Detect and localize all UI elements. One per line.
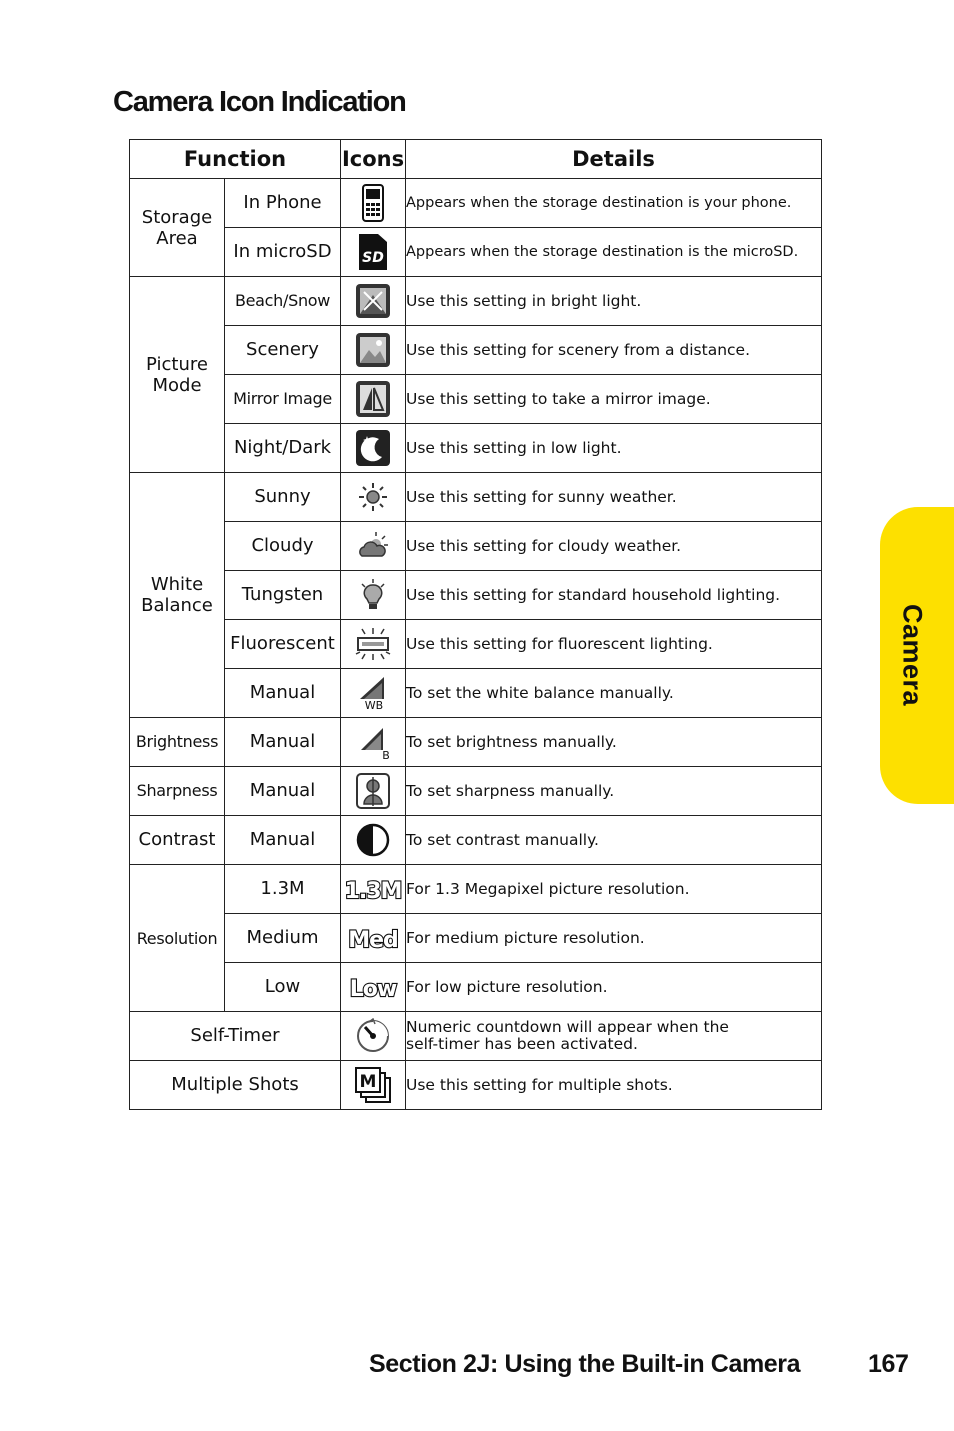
row-label: Medium [225,914,341,963]
table-row [130,326,822,375]
white-balance-label: White Balance [130,473,225,718]
row-label: Manual [225,669,341,718]
row-label: Sunny [225,473,341,522]
svg-text:M: M [359,1072,377,1092]
row-detail: For 1.3 Megapixel picture resolution. [406,865,822,914]
phone-storage-icon [360,184,386,222]
table-row [130,228,822,277]
row-detail: Use this setting in low light. [406,424,822,473]
svg-text:B: B [382,749,390,760]
svg-text:SD: SD [362,250,384,266]
table-row [130,816,822,865]
side-tab-label: Camera [897,603,928,707]
row-detail: Use this setting in bright light. [406,277,822,326]
table-row [130,473,822,522]
footer-section-title: Section 2J: Using the Built-in Camera [369,1350,801,1378]
cloud-icon [356,530,390,562]
scenery-icon [355,332,391,368]
row-label: Manual [225,816,341,865]
row-label: Mirror Image [225,375,341,424]
row-detail: Appears when the storage destination is your phone. [406,179,822,228]
row-detail: Appears when the storage destination is the microSD. [406,228,822,277]
row-detail: To set the white balance manually. [406,669,822,718]
table-row [130,914,822,963]
row-label: In Phone [225,179,341,228]
row-detail: Use this setting for cloudy weather. [406,522,822,571]
header-icons: Icons [341,140,406,179]
row-label: Fluorescent [225,620,341,669]
table-row [130,620,822,669]
table-row [130,1012,822,1061]
table-row [130,375,822,424]
self-timer-icon [355,1018,391,1054]
header-details: Details [406,140,822,179]
brightness-label: Brightness [130,718,225,767]
row-detail: For medium picture resolution. [406,914,822,963]
res-1-3m-icon [344,876,402,902]
row-label: Manual [225,718,341,767]
row-detail: Numeric countdown will appear when the self-timer has been activated. [406,1012,822,1061]
row-detail: To set brightness manually. [406,718,822,767]
row-detail: Use this setting for scenery from a distance. [406,326,822,375]
row-label: Manual [225,767,341,816]
table-row [130,718,822,767]
table-row [130,277,822,326]
multiple-shots-icon [354,1066,392,1104]
table-row [130,767,822,816]
beach-snow-icon [355,283,391,319]
camera-icon-table [129,139,822,1110]
row-detail: Use this setting to take a mirror image. [406,375,822,424]
multiple-shots-label: Multiple Shots [130,1061,341,1110]
row-label: Tungsten [225,571,341,620]
svg-text:WB: WB [364,699,384,711]
res-low-icon [345,974,401,1000]
table-row [130,865,822,914]
svg-text:Low: Low [349,977,397,1000]
table-row [130,963,822,1012]
table-row [130,179,822,228]
fluorescent-icon [354,627,392,661]
row-detail: For low picture resolution. [406,963,822,1012]
table-header-row [130,140,822,179]
sun-icon [357,481,389,513]
row-label: Low [225,963,341,1012]
brightness-icon [355,724,391,760]
header-function: Function [130,140,341,179]
resolution-label: Resolution [130,865,225,1012]
self-timer-label: Self-Timer [130,1012,341,1061]
table-row [130,1061,822,1110]
page-number: 167 [868,1350,909,1378]
svg-text:1.3M: 1.3M [344,879,402,902]
svg-text:Med: Med [348,928,398,951]
row-label: In microSD [225,228,341,277]
table-row [130,424,822,473]
table-row [130,669,822,718]
wb-manual-icon [354,675,392,711]
res-med-icon [345,925,401,951]
picture-mode-label: Picture Mode [130,277,225,473]
row-label: Night/Dark [225,424,341,473]
row-detail: To set contrast manually. [406,816,822,865]
row-label: Cloudy [225,522,341,571]
row-detail: To set sharpness manually. [406,767,822,816]
sharpness-icon [356,773,390,809]
row-detail: Use this setting for standard household lighting. [406,571,822,620]
row-detail: Use this setting for fluorescent lighting. [406,620,822,669]
sharpness-label: Sharpness [130,767,225,816]
bulb-icon [358,578,388,612]
row-detail: Use this setting for sunny weather. [406,473,822,522]
row-label: Scenery [225,326,341,375]
row-label: 1.3M [225,865,341,914]
page-title: Camera Icon Indication [113,86,406,118]
storage-area-label: Storage Area [130,179,225,277]
mirror-image-icon [355,380,391,418]
microsd-icon [356,233,390,271]
contrast-label: Contrast [130,816,225,865]
table-row [130,571,822,620]
night-icon [355,429,391,467]
row-label: Beach/Snow [225,277,341,326]
row-detail: Use this setting for multiple shots. [406,1061,822,1110]
table-row [130,522,822,571]
contrast-icon [355,822,391,858]
